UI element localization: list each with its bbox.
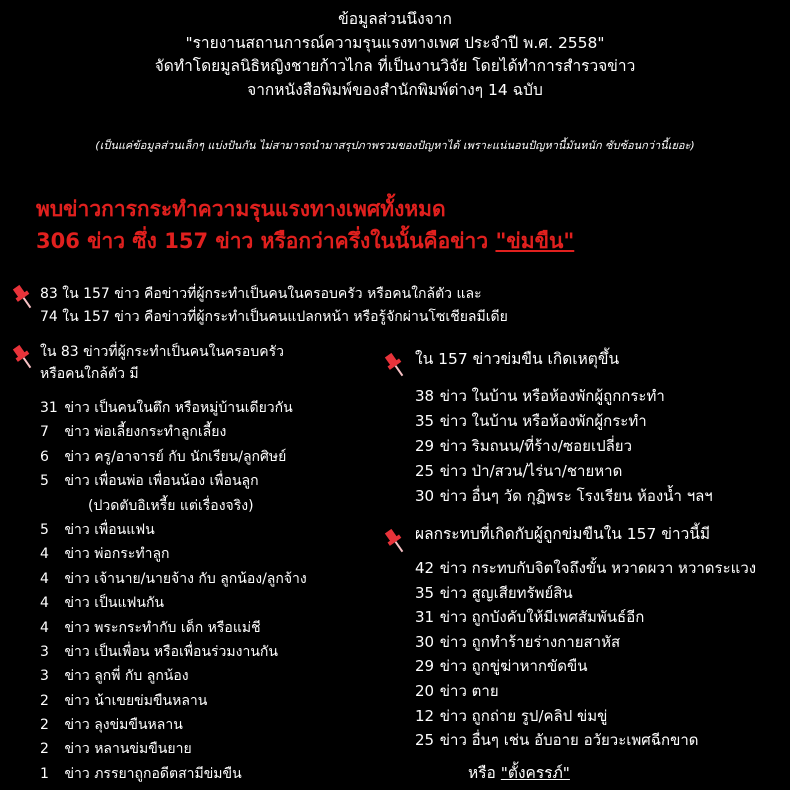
disclaimer: (เป็นแค่ข้อมูลส่วนเล็กๆ แบ่งปันกัน ไม่สามารถนำมาสรุปภาพรวมของปัญหาได้ เพราะแน่นอนปัญหานี้มันหนัก ซับซ้อนกว่านี้เยอะ) xyxy=(95,139,695,152)
item-text: ข่าว หลานข่มขืนยาย xyxy=(64,741,192,758)
item-count: 2 xyxy=(40,692,49,709)
item-text: ข่าว เป็นเพื่อน หรือเพื่อนร่วมงานกัน xyxy=(64,643,278,660)
item-text: ข่าว พระกระทำกับ เด็ก หรือแม่ชี xyxy=(64,619,261,636)
list-item xyxy=(415,630,756,655)
item-text: (ปวดตับอิเหรี้ย แต่เรื่องจริง) xyxy=(88,497,254,514)
intro-block xyxy=(0,8,790,102)
list-item xyxy=(40,641,307,665)
list-item xyxy=(40,714,307,738)
item-text: ข่าว เป็นแฟนกัน xyxy=(64,595,164,612)
item-text: ข่าว ในบ้าน หรือห้องพักผู้ถูกกระทำ xyxy=(439,387,665,405)
item-count: 12 xyxy=(415,706,435,725)
item-count: 2 xyxy=(40,717,49,734)
family-title-line-2: หรือคนใกล้ตัว มี xyxy=(40,366,139,382)
effects-last-line xyxy=(468,760,570,785)
item-count: 7 xyxy=(40,424,49,441)
item-text: ข่าว ในบ้าน หรือห้องพักผู้กระทำ xyxy=(439,412,647,430)
summary-line-1: 83 ใน 157 ข่าว คือข่าวที่ผู้กระทำเป็นคนในครอบครัว หรือคนใกล้ตัว และ xyxy=(40,286,482,302)
family-title xyxy=(40,341,284,385)
item-count: 5 xyxy=(40,473,49,490)
places-title: ใน 157 ข่าวข่มขืน เกิดเหตุขึ้น xyxy=(415,350,620,368)
item-count: 3 xyxy=(40,643,49,660)
pushpin-icon xyxy=(380,350,410,380)
item-count: 1 xyxy=(40,765,49,782)
item-count: 35 xyxy=(415,412,435,430)
list-item xyxy=(415,605,756,630)
item-text: ข่าว เจ้านาย/นายจ้าง กับ ลูกน้อง/ลูกจ้าง xyxy=(64,570,307,587)
item-text: ข่าว ป่า/สวน/ไร่นา/ชายหาด xyxy=(439,462,623,480)
item-text: ข่าว พ่อกระทำลูก xyxy=(64,546,170,563)
list-item xyxy=(40,397,307,421)
list-item xyxy=(40,617,307,641)
item-count: 6 xyxy=(40,448,49,465)
list-item xyxy=(415,459,713,484)
list-item xyxy=(40,543,307,567)
list-item xyxy=(415,704,756,729)
item-text: ข่าว ลูกพี่ กับ ลูกน้อง xyxy=(64,668,189,685)
pushpin-icon xyxy=(8,342,38,372)
item-count: 25 xyxy=(415,462,435,480)
headline-highlight: "ข่มขืน" xyxy=(495,229,575,253)
item-text: ข่าว เพื่อนแฟน xyxy=(64,521,155,538)
item-count: 4 xyxy=(40,570,49,587)
headline-line-1: พบข่าวการกระทำความรุนแรงทางเพศทั้งหมด xyxy=(36,197,446,221)
list-item xyxy=(40,738,307,762)
list-item xyxy=(415,679,756,704)
item-text: ข่าว ถูกถ่าย รูป/คลิป ข่มขู่ xyxy=(439,706,608,725)
item-text: ข่าว ลุงข่มขืนหลาน xyxy=(64,717,183,734)
item-count: 38 xyxy=(415,387,435,405)
item-text: ข่าว สูญเสียทรัพย์สิน xyxy=(439,583,573,602)
list-item xyxy=(40,568,307,592)
list-item xyxy=(40,495,307,519)
list-item xyxy=(415,654,756,679)
list-item xyxy=(40,763,307,787)
list-item xyxy=(40,690,307,714)
item-count: 25 xyxy=(415,731,435,750)
item-text: ข่าว ถูกบังคับให้มีเพศสัมพันธ์อีก xyxy=(439,608,645,627)
item-count: 2 xyxy=(40,741,49,758)
item-count: 4 xyxy=(40,595,49,612)
item-text: ข่าว อื่นๆ วัด กุฏิพระ โรงเรียน ห้องน้ำ ฯลฯ xyxy=(439,487,713,505)
item-count: 31 xyxy=(40,400,58,416)
list-item xyxy=(40,470,307,494)
effects-title: ผลกระทบที่เกิดกับผู้ถูกข่มขืนใน 157 ข่าวนี้มี xyxy=(415,525,711,543)
item-text: ข่าว เป็นคนในตึก หรือหมู่บ้านเดียวกัน xyxy=(64,400,293,416)
list-item xyxy=(415,434,713,459)
item-text: ข่าว ถูกขู่ฆ่าหากขัดขืน xyxy=(439,657,588,676)
item-count: 4 xyxy=(40,546,49,563)
item-count: 3 xyxy=(40,668,49,685)
summary-line-2: 74 ใน 157 ข่าว คือข่าวที่ผู้กระทำเป็นคนแปลกหน้า หรือรู้จักผ่านโซเชียลมีเดีย xyxy=(40,309,508,325)
list-item xyxy=(415,728,756,753)
item-count: 5 xyxy=(40,521,49,538)
headline xyxy=(36,193,574,257)
item-text: ข่าว น้าเขยข่มขืนหลาน xyxy=(64,692,208,709)
effects-last-highlight: "ตั้งครรภ์" xyxy=(500,764,570,782)
item-text: ข่าว อื่นๆ เช่น อับอาย อวัยวะเพศฉีกขาด xyxy=(439,731,699,750)
list-item xyxy=(40,665,307,689)
item-count: 29 xyxy=(415,437,435,455)
intro-line-3: จัดทำโดยมูลนิธิหญิงชายก้าวไกล ที่เป็นงานวิจัย โดยได้ทำการสำรวจข่าว xyxy=(154,57,636,75)
intro-line-1: ข้อมูลส่วนนึงจาก xyxy=(338,10,452,28)
pushpin-icon xyxy=(380,526,410,556)
item-text: ข่าว กระทบกับจิตใจถึงขั้น หวาดผวา หวาดระแวง xyxy=(439,559,757,577)
item-count: 35 xyxy=(415,583,435,602)
headline-line-2 xyxy=(36,225,574,257)
list-item xyxy=(40,446,307,470)
family-title-line-1: ใน 83 ข่าวที่ผู้กระทำเป็นคนในครอบครัว xyxy=(40,344,284,360)
item-text: ข่าว ถูกทำร้ายร่างกายสาหัส xyxy=(439,632,621,651)
intro-line-4: จากหนังสือพิมพ์ของสำนักพิมพ์ต่างๆ 14 ฉบับ xyxy=(247,80,543,99)
list-item xyxy=(415,384,713,409)
item-count: 4 xyxy=(40,619,49,636)
item-text: ข่าว ครู/อาจารย์ กับ นักเรียน/ลูกศิษย์ xyxy=(64,448,287,465)
item-text: ข่าว ภรรยาถูกอดีตสามีข่มขืน xyxy=(64,765,242,782)
list-item xyxy=(415,556,756,581)
headline-line-2-text: 306 ข่าว ซึ่ง 157 ข่าว หรือกว่าครึ่งในนั้นคือข่าว xyxy=(36,229,489,253)
item-text: ข่าว ริมถนน/ที่ร้าง/ซอยเปลี่ยว xyxy=(439,437,633,455)
effects-list xyxy=(415,556,756,753)
family-list xyxy=(40,397,307,787)
item-text: ข่าว เพื่อนพ่อ เพื่อนน้อง เพื่อนลูก xyxy=(64,473,259,490)
list-item xyxy=(415,409,713,434)
intro-line-2: "รายงานสถานการณ์ความรุนแรงทางเพศ ประจำปี พ.ศ. 2558" xyxy=(185,33,605,52)
item-text: ข่าว ตาย xyxy=(439,681,499,700)
item-count: 29 xyxy=(415,657,435,676)
effects-last-prefix: หรือ xyxy=(468,764,496,782)
list-item xyxy=(40,592,307,616)
item-text: ข่าว พ่อเลี้ยงกระทำลูกเลี้ยง xyxy=(64,424,227,441)
places-list xyxy=(415,384,713,509)
list-item xyxy=(415,581,756,606)
item-count: 20 xyxy=(415,681,435,700)
list-item xyxy=(40,421,307,445)
item-count: 42 xyxy=(415,559,435,577)
list-item xyxy=(415,484,713,509)
item-count: 31 xyxy=(415,608,435,627)
item-count: 30 xyxy=(415,632,435,651)
item-count: 30 xyxy=(415,487,435,505)
list-item xyxy=(40,519,307,543)
pushpin-icon xyxy=(8,282,38,312)
